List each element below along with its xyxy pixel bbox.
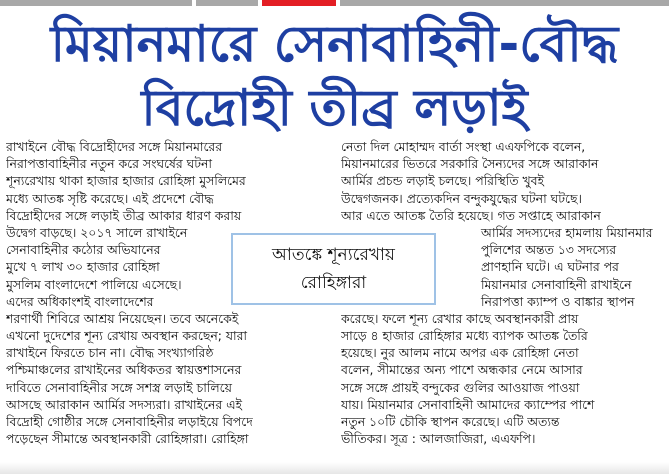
text-line: উদ্বেগ বাড়ছে। ২০১৭ সালে রাখাইনে (6, 224, 188, 240)
headline-line-2: বিদ্রোহী তীব্র লড়াই (141, 79, 528, 137)
pull-quote-box (231, 233, 436, 305)
top-bar-gray-left (0, 0, 192, 6)
text-line: দাবিতে সেনাবাহিনীর সঙ্গে সশস্ত্র লড়াই চালিয়ে (6, 379, 232, 395)
top-color-bar (0, 0, 669, 6)
text-line: এখনো দুদেশের শূন্য রেখায় অবস্থান করছেন; যারা (6, 328, 247, 344)
pull-quote-line-1: আতঙ্কে শূন্যরেখায় (272, 245, 395, 265)
text-line: এদের অধিকাংশই বাংলাদেশের (6, 293, 154, 309)
text-line: আর্মির প্রচন্ড লড়াই চলছে। পরিস্থিতি খুবই (341, 173, 545, 189)
text-line: শরণার্থী শিবিরে আশ্রয় নিয়েছেন। তবে অনেকেই (6, 310, 239, 326)
text-line: মিয়ানমারের ভিতরে সরকারি সৈন্যদের সঙ্গে আরাকান (341, 156, 599, 172)
text-line: করেছে। ফলে শূন্য রেখার কাছে অবস্থানকারী প্রায় (341, 310, 579, 326)
text-line: আর এতে আতঙ্ক তৈরি হয়েছে। গত সপ্তাহে আরাকান (341, 207, 601, 223)
text-line: ভীতিকর। সূত্র : আলজাজিরা, এএফপি। (341, 431, 536, 447)
text-line: রাখাইনে বৌদ্ধ বিদ্রোহীদের সঙ্গে মিয়ানমারের (6, 139, 223, 154)
text-line: নিরাপত্তাবাহিনীর নতুন করে সংঘর্ষের ঘটনা (6, 156, 213, 172)
pull-quote-line-2: রোহিঙ্গারা (300, 273, 367, 293)
text-line: আর্মির সদস্যদের হামলায় মিয়ানমার (481, 224, 653, 240)
text-line: বিদ্রোহী গোষ্ঠীর সঙ্গে সেনাবাহিনীর লড়াইয়ে বিপদে (6, 414, 253, 429)
text-line: বিদ্রোহীদের সঙ্গে লড়াই তীব্র আকার ধারণ করায় (6, 207, 242, 223)
text-line: পড়েছেন সীমান্তে অবস্থানকারী রোহিঙ্গারা। রোহিঙ্গা (6, 431, 249, 447)
top-bar-red (262, 0, 336, 6)
text-line: নিরাপত্তা ক্যাম্প ও বাঙ্কার স্থাপন (481, 293, 635, 309)
bottom-edge-shadow (0, 462, 669, 474)
text-line: বলেন, সীমান্তের অন্য পাশে অন্ধকার নেমে আসার (341, 362, 583, 378)
text-line: পশ্চিমাঞ্চলের রাখাইনের অধিকতর স্বায়ত্তশাসনের (6, 362, 242, 378)
text-line: উদ্বেগজনক। প্রত্যেকদিন বন্দুকযুদ্ধের ঘটনা ঘটছে। (341, 190, 582, 206)
headline-line-1: মিয়ানমারে সেনাবাহিনী-বৌদ্ধ (50, 15, 619, 73)
text-line: মুসলিম বাংলাদেশে পালিয়ে এসেছে। (6, 276, 182, 292)
text-line: মধ্যে আতঙ্ক সৃষ্টি করেছে। এই প্রদেশে বৌদ্ধ (6, 190, 214, 206)
text-line: সাড়ে ৪ হাজার রোহিঙ্গার মধ্যে ব্যাপক আতঙ্ক তৈরি (341, 328, 588, 344)
text-line: শূন্যরেখায় থাকা হাজার হাজার রোহিঙ্গা মুসলিমের (6, 173, 246, 189)
text-line: সঙ্গে সঙ্গে প্রায়ই বন্দুকের গুলির আওয়াজ পাওয়া (341, 379, 580, 395)
text-line: রাখাইনে ফিরতে চান না। বৌদ্ধ সংখ্যাগরিষ্ঠ (6, 345, 214, 361)
text-line: মুখে ৭ লাখ ৩০ হাজার রোহিঙ্গা (6, 259, 160, 275)
top-bar-gray-right (340, 0, 669, 6)
text-line: প্রাণহানি ঘটে। এ ঘটনার পর (481, 259, 619, 275)
text-line: সেনাবাহিনীর কঠোর অভিযানের (6, 242, 161, 258)
text-line: হয়েছে। নুর আলম নামে অপর এক রোহিঙ্গা নেতা (341, 345, 579, 361)
top-bar-gray-mid (196, 0, 258, 6)
text-line: নতুন ১০টি চৌকি স্থাপন করেছে। এটি অত্যন্ত (341, 414, 560, 429)
text-line: আসছে আরাকান আর্মির সদস্যরা। রাখাইনের এই (6, 396, 242, 412)
text-line: নেতা দিল মোহাম্মদ বার্তা সংস্থা এএফপিকে বলেন, (341, 139, 586, 154)
text-line: যায়। মিয়ানমার সেনাবাহিনী আমাদের ক্যাম্পের পাশে (341, 396, 595, 412)
text-line: পুলিশের অন্তত ১৩ সদস্যের (481, 242, 617, 258)
text-line: মিয়ানমার সেনাবাহিনী রাখাইনে (481, 276, 632, 292)
